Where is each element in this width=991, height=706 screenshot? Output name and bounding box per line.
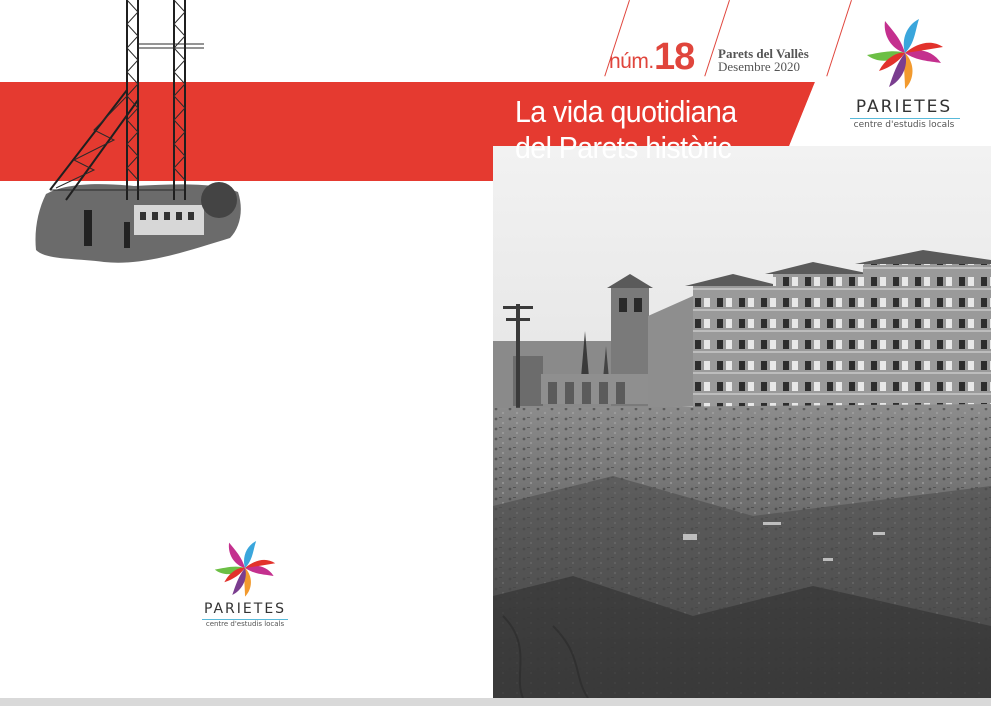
logo-subtitle-top: centre d'estudis locals bbox=[853, 120, 955, 130]
cover-title-line-1: La vida quotidiana bbox=[515, 94, 737, 129]
logo-name-bottom: PARIETES bbox=[203, 601, 287, 617]
cover-title-line-2: del Parets històric bbox=[515, 130, 732, 165]
pinwheel-logo-icon bbox=[212, 537, 278, 599]
issue-number: 18 bbox=[654, 36, 695, 78]
logo-subtitle-bottom: centre d'estudis locals bbox=[205, 620, 285, 628]
cover-photo-apartment-blocks bbox=[493, 146, 991, 698]
issue-date: Desembre 2020 bbox=[718, 59, 800, 74]
issue-place: Parets del Vallès bbox=[718, 46, 809, 61]
logo-name-top: PARIETES bbox=[855, 97, 953, 117]
divider-slash bbox=[826, 0, 852, 76]
cover-title bbox=[515, 94, 782, 166]
issue-number-label: núm. bbox=[609, 50, 654, 73]
pylon-cutout-photo bbox=[34, 0, 244, 268]
page-edge bbox=[0, 698, 991, 706]
pinwheel-logo-icon bbox=[864, 14, 946, 92]
issue-place-date bbox=[718, 47, 809, 73]
logo-underline bbox=[850, 118, 960, 119]
